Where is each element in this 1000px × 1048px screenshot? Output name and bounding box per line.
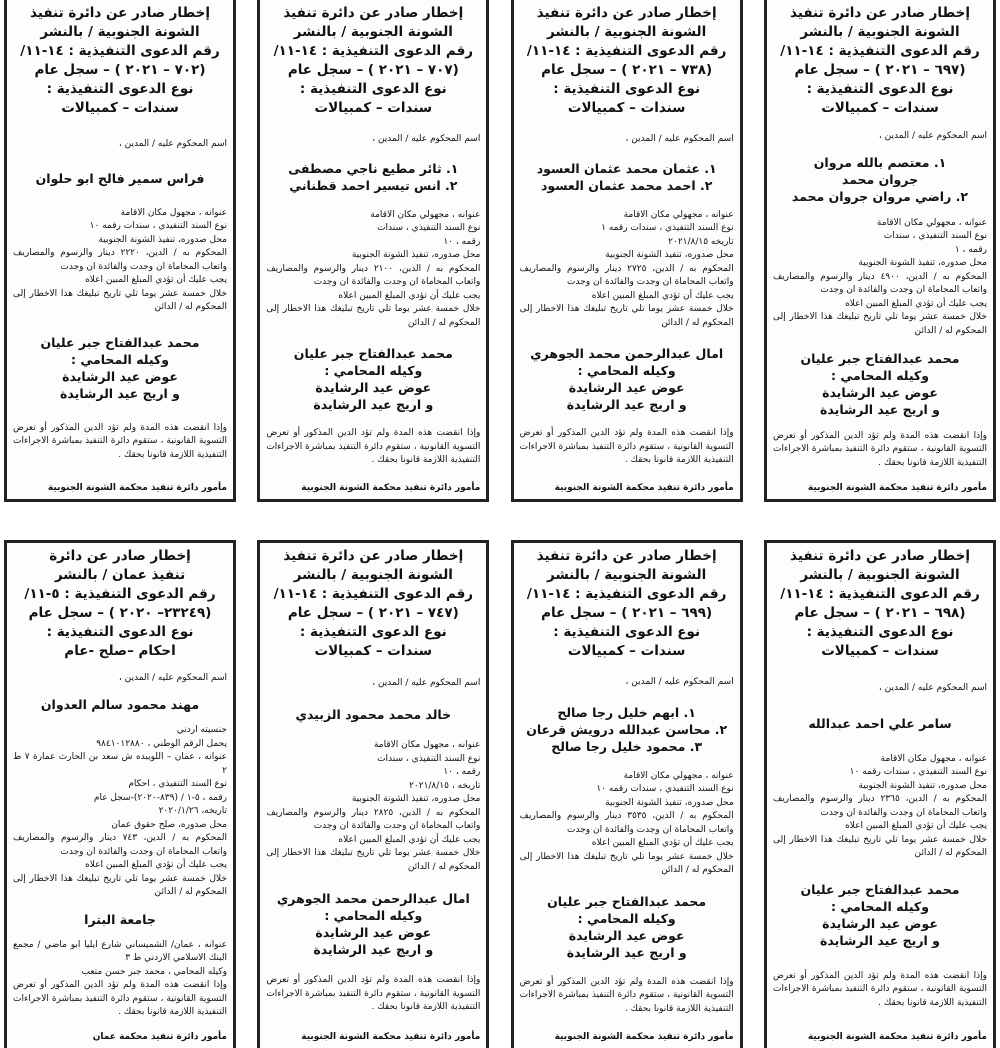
notice-body-line: المحكوم به / الدين، ٤٩٠٠ دينار والرسوم والمصاريف واتعاب المحاماة ان وجدت والفائدة ان وجدت [772, 271, 987, 296]
name-block [520, 160, 734, 194]
notice-body-line: وإذا انقضت هذه المدة ولم تؤد الدين المذكور أو تعرض التسوية القانونية ، ستقوم دائرة التنفيذ بمباشرة الاجراءات التنفيذية اللازمة قانونا بحقك . [13, 980, 227, 1018]
name-block-line: وكيله المحامي : [71, 352, 169, 368]
name-block-line: ١. عثمان محمد عثمان العسود [536, 161, 717, 176]
name-block-line: عوض عيد الرشايدة [62, 369, 178, 385]
notice-body-line: يحمل الرقم الوطني ، ٩٨٤١٠١٢٨٨٠ [96, 738, 227, 749]
name-block [266, 345, 480, 413]
name-block-line: ٣. محمود خليل رجا صالح [551, 738, 703, 754]
name-block-line: محمد عبدالفتاح جبر عليان [800, 882, 960, 898]
notice-body-line: خلال خمسة عشر يوما تلي تاريخ تبليغك هذا الاخطار إلى المحكوم له / الدائن [13, 873, 227, 898]
name-block-line: عوض عيد الرشايدة [822, 385, 938, 401]
notice-body-line: وإذا انقضت هذه المدة ولم تؤد الدين المذكور أو تعرض التسوية القانونية ، ستقوم دائرة التنفيذ بمباشرة الاجراءات التنفيذية اللازمة قانونا بحقك . [13, 422, 227, 460]
notice-body [773, 970, 987, 1011]
notice-698 [764, 540, 996, 1048]
notice-body-line: محل صدوره، تنفيذ الشونة الجنوبية [351, 794, 481, 805]
name-block [520, 704, 734, 755]
notice-body-line: نوع السند التنفيذي ، سندات [883, 231, 987, 242]
name-block-line: ٢. محاسن عبدالله درويش قرعان [526, 721, 728, 737]
notice-body-line: وإذا انقضت هذه المدة ولم تؤد الدين المذكور أو تعرض التسوية القانونية ، ستقوم دائرة التنفيذ بمباشرة الاجراءات التنفيذية اللازمة قانونا بحقك . [266, 975, 481, 1013]
notice-23249 [4, 540, 236, 1048]
notice-title-line: إخطار صادر عن دائرة تنفيذ [283, 5, 464, 21]
notice-title-line: الشونة الجنوبية / بالنشر [293, 567, 453, 583]
notice-footer-line: مأمور دائرة تنفيذ محكمة الشونة الجنوبية [301, 1031, 481, 1042]
notice-title-line: رقم الدعوى التنفيذية : ١٤-١١/ [20, 43, 220, 59]
notice-title-line: الشونة الجنوبية / بالنشر [800, 567, 960, 583]
notice-title-line: نوع الدعوى التنفيذية : [806, 81, 954, 97]
name-block [13, 911, 227, 928]
notice-title-line: إخطار صادر عن دائرة تنفيذ [790, 5, 970, 21]
name-block [13, 170, 227, 187]
name-block-line: و اريج عيد الرشايدة [60, 386, 180, 402]
notice-title-line: (٦٩٨ – ٢٠٢١ ) – سجل عام [794, 605, 966, 621]
notice-title-line: (٧٠٢ – ٢٠٢١ ) – سجل عام [34, 62, 206, 78]
notice-footer [520, 482, 734, 495]
notice-body-line: وإذا انقضت هذه المدة ولم تؤد الدين المذكور أو تعرض التسوية القانونية ، ستقوم دائرة التنفيذ بمباشرة الاجراءات التنفيذية اللازمة قانونا بحقك . [772, 970, 987, 1008]
name-block-line: عوض عيد الرشايدة [822, 916, 938, 932]
name-block-line: محمد عبدالفتاح جبر عليان [293, 345, 453, 361]
notice-title-line: نوع الدعوى التنفيذية : [806, 624, 954, 640]
notice-body-line: عنوانه ، عمان/ الشميساني شارع ايليا ابو ماضي / مجمع البنك الاسلامي الاردني ط ٣ [13, 939, 227, 964]
notice-footer-line: مأمور دائرة تنفيذ محكمة الشونة الجنوبية [807, 1031, 987, 1042]
notice-697 [764, 0, 996, 502]
notice-title-line: إخطار صادر عن دائرة تنفيذ [30, 5, 210, 21]
notice-body-line: نوع السند التنفيذي ، سندات رقمه ١٠ [89, 221, 227, 232]
name-block-line: و اريج عيد الرشايدة [313, 396, 434, 412]
notice-title-line: إخطار صادر عن دائرة تنفيذ [536, 5, 717, 21]
notice-body-line: المحكوم به / الدين، ٢٣٦٥ دينار والرسوم والمصاريف واتعاب المحاماة ان وجدت والفائدة ان وجدت [772, 794, 987, 818]
notice-title-line: الشونة الجنوبية / بالنشر [293, 24, 453, 40]
debtor-label [266, 133, 480, 146]
notice-footer [13, 1031, 227, 1044]
debtor-label [773, 130, 987, 143]
notice-body-line: محل صدوره، تنفيذ الشونة الجنوبية [351, 250, 481, 260]
notice-body-line: نوع السند التنفيذي ، احكام [128, 779, 227, 790]
name-block-line: و اريج عيد الرشايدة [313, 942, 434, 958]
name-block-line: و اريج عيد الرشايدة [820, 402, 940, 418]
notice-title-line: الشونة الجنوبية / بالنشر [547, 24, 707, 40]
notice-body-line: نوع السند التنفيذي ، سندات رقمه ١٠ [849, 767, 987, 778]
debtor-label-line: اسم المحكوم عليه / المدين ، [878, 682, 987, 693]
debtor-label-line: اسم المحكوم عليه / المدين ، [372, 678, 481, 689]
name-block [520, 893, 734, 961]
notice-title-line: احكام –صلح -عام [64, 643, 176, 659]
notice-title-line: (٧٣٨ – ٢٠٢١ ) – سجل عام [541, 62, 713, 78]
name-block-line: عوض عيد الرشايدة [568, 927, 685, 943]
name-block-line: و اريج عيد الرشايدة [566, 396, 687, 412]
notice-footer-line: مأمور دائرة تنفيذ محكمة الشونة الجنوبية [807, 482, 987, 493]
name-block-line: وكيله المحامي : [577, 910, 676, 926]
notice-body [773, 217, 987, 339]
notice-title-line: نوع الدعوى التنفيذية : [299, 624, 447, 640]
name-block-line: وكيله المحامي : [830, 368, 929, 384]
notice-title-line: رقم الدعوى التنفيذية : ١٤-١١/ [273, 43, 474, 59]
notice-footer-line: مأمور دائرة تنفيذ محكمة الشونة الجنوبية [554, 1031, 734, 1042]
name-block [773, 350, 987, 418]
notice-body [13, 422, 227, 463]
notice-title-line: الشونة الجنوبية / بالنشر [40, 24, 200, 40]
notice-title-line: نوع الدعوى التنفيذية : [553, 624, 701, 640]
notice-body-line: عنوانه ، مجهولي مكان الاقامة [370, 209, 481, 220]
notice-body [773, 753, 987, 861]
notice-body-line: وإذا انقضت هذه المدة ولم تؤد الدين المذكور أو تعرض التسوية القانونية ، ستقوم دائرة التنفيذ بمباشرة الاجراءات التنفيذية اللازمة قانونا بحقك . [266, 428, 481, 465]
name-block-line: و اريج عيد الرشايدة [820, 933, 940, 949]
notices-row-bottom [0, 540, 1000, 1048]
notice-body-line: رقمه ، ١٠ [443, 236, 481, 247]
notice-title [13, 547, 227, 661]
name-block-line: وكيله المحامي : [324, 908, 423, 924]
notice-body [266, 427, 480, 468]
notice-body-line: محل صدوره، تنفيذ الشونة الجنوبية [858, 780, 987, 791]
name-block-line: خالد محمد محمود الزبيدي [295, 707, 452, 723]
debtor-label [773, 682, 987, 695]
notice-body-line: يجب عليك أن تؤدي المبلغ المبين اعلاه [845, 298, 987, 309]
notice-title-line: رقم الدعوى التنفيذية : ١٤-١١/ [526, 43, 727, 59]
name-block-line: سامر علي احمد عبدالله [808, 716, 952, 732]
notice-body-line: يجب عليك أن تؤدي المبلغ المبين اعلاه [338, 290, 481, 301]
notice-body-line: نوع السند التنفيذي ، سندات [377, 223, 481, 233]
debtor-label [266, 677, 480, 690]
notice-title-line: رقم الدعوى التنفيذية : ٥-١١/ [24, 586, 216, 602]
notice-body [520, 209, 734, 331]
notice-title-line: رقم الدعوى التنفيذية : ١٤-١١/ [780, 586, 980, 602]
notice-body-line: جنسيته اردني [176, 725, 227, 736]
notice-title-line: (٦٩٩ – ٢٠٢١ ) – سجل عام [541, 605, 713, 621]
notice-707 [257, 0, 489, 502]
name-block-line: عوض عيد الرشايدة [315, 925, 432, 941]
name-block-line: ٢. انس تيسير احمد قطناني [289, 178, 458, 193]
notice-body-line: تاريخه ٢٠٢١/٨/١٥ [668, 236, 734, 247]
name-block-line: جروان محمد [841, 172, 919, 188]
name-block-line: محمد عبدالفتاح جبر عليان [800, 351, 960, 367]
notice-title [773, 4, 987, 118]
debtor-label-line: اسم المحكوم عليه / المدين ، [372, 133, 481, 144]
notice-body-line: وإذا انقضت هذه المدة ولم تؤد الدين المذكور أو تعرض التسوية القانونية ، ستقوم دائرة التنفيذ بمباشرة الاجراءات التنفيذية اللازمة قانونا بحقك . [519, 428, 734, 465]
notice-title-line: الشونة الجنوبية / بالنشر [547, 567, 707, 583]
notice-title [773, 547, 987, 661]
debtor-label-line: اسم المحكوم عليه / المدين ، [625, 676, 734, 687]
notice-body-line: المحكوم به / الدين، ٣٥٣٥ دينار والرسوم والمصاريف واتعاب المحاماة ان وجدت والفائدة ان وجدت [519, 811, 734, 835]
name-block-line: محمد عبدالفتاح جبر عليان [40, 335, 200, 351]
notice-footer-line: مأمور دائرة تنفيذ محكمة الشونة الجنوبية [301, 483, 481, 493]
notice-title-line: إخطار صادر عن دائرة تنفيذ [536, 548, 717, 564]
debtor-label-line: اسم المحكوم عليه / المدين ، [625, 133, 734, 144]
notice-body-line: يجب عليك أن تؤدي المبلغ المبين اعلاه [85, 860, 227, 871]
notice-body-line: رقمه ، ١ [954, 244, 987, 255]
notice-title-line: سندات – كمبيالات [821, 643, 939, 659]
notice-body-line: عنوانه ، عمان – اللويبده ش سعد بن الحارث عمارة ٧ ط ٢ [13, 752, 227, 776]
name-block-line: عوض عيد الرشايدة [315, 379, 432, 395]
notice-body [520, 976, 734, 1017]
notice-body [266, 974, 480, 1015]
notice-title-line: (٧٤٧ – ٢٠٢١ ) – سجل عام [287, 605, 459, 621]
name-block-line: ٢. راضي مروان جروان محمد [791, 189, 969, 205]
notice-body-line: وإذا انقضت هذه المدة ولم تؤد الدين المذكور أو تعرض التسوية القانونية ، ستقوم دائرة التنفيذ بمباشرة الاجراءات التنفيذية اللازمة قانونا بحقك . [772, 430, 987, 468]
notice-title [266, 547, 480, 661]
notice-body-line: رقمه ، ١٠ [443, 767, 481, 778]
notice-title-line: نوع الدعوى التنفيذية : [46, 81, 194, 97]
name-block-line: ٢. احمد محمد عثمان العسود [540, 178, 713, 193]
notice-title-line: إخطار صادر عن دائرة تنفيذ [283, 548, 464, 564]
name-block-line: امال عبدالرحمن محمد الجوهري [530, 345, 724, 361]
notice-body-line: عنوانه ، مجهولي مكان الاقامة [876, 217, 987, 228]
notice-body-line: يجب عليك أن تؤدي المبلغ المبين اعلاه [591, 838, 734, 849]
notice-body [13, 724, 227, 900]
notice-title-line: الشونة الجنوبية / بالنشر [800, 24, 960, 40]
notice-title-line: رقم الدعوى التنفيذية : ١٤-١١/ [780, 43, 980, 59]
notice-body-line: خلال خمسة عشر يوما تلي تاريخ تبليغك هذا الاخطار إلى المحكوم له / الدائن [519, 851, 734, 876]
notice-body [266, 739, 480, 874]
name-block-line: وكيله المحامي : [324, 362, 423, 378]
notice-body-line: عنوانه ، مجهول مكان الاقامة [880, 753, 987, 764]
notice-title-line: (٢٣٢٤٩– ٢٠٢٠ ) – سجل عام [28, 605, 212, 621]
notice-body-line: خلال خمسة عشر يوما تلي تاريخ تبليغك هذا الاخطار إلى المحكوم له / الدائن [519, 304, 734, 328]
notices-row-top [0, 0, 1000, 502]
notice-body-line: خلال خمسة عشر يوما تلي تاريخ تبليغك هذا الاخطار إلى المحكوم له / الدائن [13, 288, 227, 313]
notice-title [520, 4, 734, 118]
name-block-line: و اريج عيد الرشايدة [566, 944, 687, 960]
notice-footer [520, 1031, 734, 1044]
notice-body-line: خلال خمسة عشر يوما تلي تاريخ تبليغك هذا الاخطار إلى المحكوم له / الدائن [772, 834, 987, 859]
name-block [773, 154, 987, 205]
name-block-line: وكيله المحامي : [830, 899, 929, 915]
name-block [773, 881, 987, 949]
name-block [13, 696, 227, 713]
notice-title-line: نوع الدعوى التنفيذية : [553, 81, 701, 97]
notice-body-line: تاريخه، ٢٠٢٠/١/٢٦ [158, 806, 227, 817]
name-block-line: فراس سمير فالح ابو حلوان [35, 171, 205, 187]
notice-title-line: سندات – كمبيالات [567, 100, 686, 116]
notice-body-line: محل صدوره، صلح حقوق عمان [111, 819, 227, 830]
notice-body-line: المحكوم به / الدين، ٢٨٢٥ دينار والرسوم والمصاريف واتعاب المحاماة ان وجدت والفائدة ان وجدت [266, 807, 481, 832]
notice-body-line: محل صدوره، تنفيذ الشونة الجنوبية [98, 234, 227, 245]
notice-body [520, 770, 734, 878]
debtor-label-line: اسم المحكوم عليه / المدين ، [118, 138, 227, 149]
notice-body-line: وكيله المحامي ، محمد جبر حسن متعب [81, 966, 227, 977]
notice-body [266, 209, 480, 331]
notice-body-line: يجب عليك أن تؤدي المبلغ المبين اعلاه [85, 275, 227, 286]
notice-body-line: خلال خمسة عشر يوما تلي تاريخ تبليغك هذا الاخطار إلى المحكوم له / الدائن [266, 304, 481, 328]
notice-footer [13, 482, 227, 495]
name-block [520, 345, 734, 413]
debtor-label-line: اسم المحكوم عليه / المدين ، [118, 673, 227, 684]
notice-747 [257, 540, 489, 1048]
notice-title-line: سندات – كمبيالات [314, 643, 433, 659]
name-block [13, 334, 227, 402]
notice-body-line: المحكوم به / الدين، ٢١٠٠ دينار والرسوم والمصاريف واتعاب المحاماة ان وجدت والفائدة ان وجدت [266, 263, 481, 287]
debtor-label-line: اسم المحكوم عليه / المدين ، [878, 130, 987, 141]
notice-title-line: سندات – كمبيالات [821, 100, 939, 116]
notice-footer [773, 482, 987, 495]
notice-body-line: محل صدوره، تنفيذ الشونة الجنوبية [605, 250, 734, 260]
notice-title [520, 547, 734, 661]
notice-footer [266, 1031, 480, 1044]
name-block-line: ١. ثائر مطيع ناجي مصطفى [288, 161, 459, 176]
notice-702 [4, 0, 236, 502]
notice-body-line: المحكوم به / الدين، ٧٤٣ دينار والرسوم والمصاريف واتعاب المحاماة ان وجدت والفائدة ان وجدت [13, 833, 227, 857]
name-block-line: عوض عيد الرشايدة [568, 379, 685, 395]
notice-body-line: نوع السند التنفيذي ، سندات [377, 753, 481, 764]
notice-title-line: إخطار صادر عن دائرة تنفيذ [790, 548, 970, 564]
notice-body [13, 207, 227, 315]
notice-body-line: نوع السند التنفيذي ، سندات رقمه ١٠ [596, 784, 734, 795]
notice-body-line: يجب عليك أن تؤدي المبلغ المبين اعلاه [338, 834, 481, 845]
name-block-line: وكيله المحامي : [577, 362, 676, 378]
notice-footer [266, 482, 480, 495]
notice-title-line: نوع الدعوى التنفيذية : [299, 81, 447, 97]
notice-body-line: محل صدوره، تنفيذ الشونة الجنوبية [605, 797, 734, 808]
name-block-line: ١. ابهم خليل رجا صالح [557, 704, 696, 720]
notice-title [266, 4, 480, 118]
notice-title-line: سندات – كمبيالات [314, 100, 433, 116]
notice-body-line: المحكوم به / الدين، ٢٢٢٠ دينار والرسوم والمصاريف واتعاب المحاماة ان وجدت والفائدة ان وجدت [13, 248, 227, 272]
name-block-line: محمد عبدالفتاح جبر عليان [547, 893, 707, 909]
notice-title-line: رقم الدعوى التنفيذية : ١٤-١١/ [273, 586, 474, 602]
notice-footer-line: مأمور دائرة تنفيذ محكمة الشونة الجنوبية [554, 483, 734, 493]
notice-699 [511, 540, 743, 1048]
notice-footer-line: مأمور دائرة تنفيذ محكمة الشونة الجنوبية [47, 482, 227, 493]
notice-title-line: سندات – كمبيالات [61, 100, 179, 116]
name-block-line: ١. معتصم بالله مروان [813, 155, 947, 171]
notice-body-line: عنوانه ، مجهول مكان الاقامة [120, 207, 227, 218]
notice-body-line: محل صدوره، تنفيذ الشونة الجنوبية [858, 258, 987, 269]
debtor-label [13, 138, 227, 151]
notice-title-line: (٧٠٧ – ٢٠٢١ ) – سجل عام [287, 62, 459, 78]
name-block [266, 890, 480, 958]
name-block-line: امال عبدالرحمن محمد الجوهري [276, 891, 470, 907]
name-block [266, 706, 480, 723]
notice-body-line: نوع السند التنفيذي ، سندات رقمه ١ [601, 223, 734, 233]
notice-body-line: رقمه ، ٥-١ / (٨٣٩-٢٠٢٠)-سجل عام [93, 792, 227, 803]
notice-body-line: عنوانه ، مجهولي مكان الاقامة [623, 770, 734, 781]
name-block-line: مهند محمود سالم العدوان [40, 697, 200, 713]
notice-body-line: خلال خمسة عشر يوما تلي تاريخ تبليغك هذا الاخطار إلى المحكوم له / الدائن [772, 312, 987, 336]
notice-body [520, 427, 734, 468]
name-block [773, 715, 987, 732]
notice-body-line: المحكوم به / الدين، ٢٧٢٥ دينار والرسوم والمصاريف واتعاب المحاماة ان وجدت والفائدة ان وجدت [519, 263, 734, 287]
debtor-label [520, 133, 734, 146]
notice-body-line: عنوانه ، مجهولي مكان الاقامة [623, 209, 734, 220]
notice-footer [773, 1031, 987, 1044]
debtor-label [520, 676, 734, 689]
notice-title-line: إخطار صادر عن دائرة [49, 548, 191, 564]
notice-title [13, 4, 227, 118]
name-block [266, 160, 480, 194]
notice-body-line: عنوانه ، مجهول مكان الاقامة [373, 740, 481, 751]
notice-title-line: نوع الدعوى التنفيذية : [46, 624, 194, 640]
name-block-line: جامعة البترا [84, 911, 156, 927]
notice-738 [511, 0, 743, 502]
notice-title-line: تنفيذ عمان / بالنشر [54, 567, 186, 583]
notice-body [773, 430, 987, 471]
notice-title-line: (٦٩٧ – ٢٠٢١ ) – سجل عام [794, 62, 966, 78]
notice-body-line: خلال خمسة عشر يوما تلي تاريخ تبليغك هذا الاخطار إلى المحكوم له / الدائن [266, 848, 481, 872]
notice-title-line: سندات – كمبيالات [567, 643, 686, 659]
notice-body-line: يجب عليك أن تؤدي المبلغ المبين اعلاه [845, 821, 987, 832]
notice-body-line: يجب عليك أن تؤدي المبلغ المبين اعلاه [591, 290, 734, 301]
notice-footer-line: مأمور دائرة تنفيذ محكمة عمان [92, 1031, 227, 1042]
notice-body-line: وإذا انقضت هذه المدة ولم تؤد الدين المذكور أو تعرض التسوية القانونية ، ستقوم دائرة التنفيذ بمباشرة الاجراءات التنفيذية اللازمة قانونا بحقك . [519, 976, 734, 1014]
notice-body [13, 939, 227, 1020]
debtor-label [13, 672, 227, 685]
notice-body-line: تاريخه ، ٢٠٢١/٨/١٥ [409, 780, 481, 791]
notice-title-line: رقم الدعوى التنفيذية : ١٤-١١/ [526, 586, 727, 602]
